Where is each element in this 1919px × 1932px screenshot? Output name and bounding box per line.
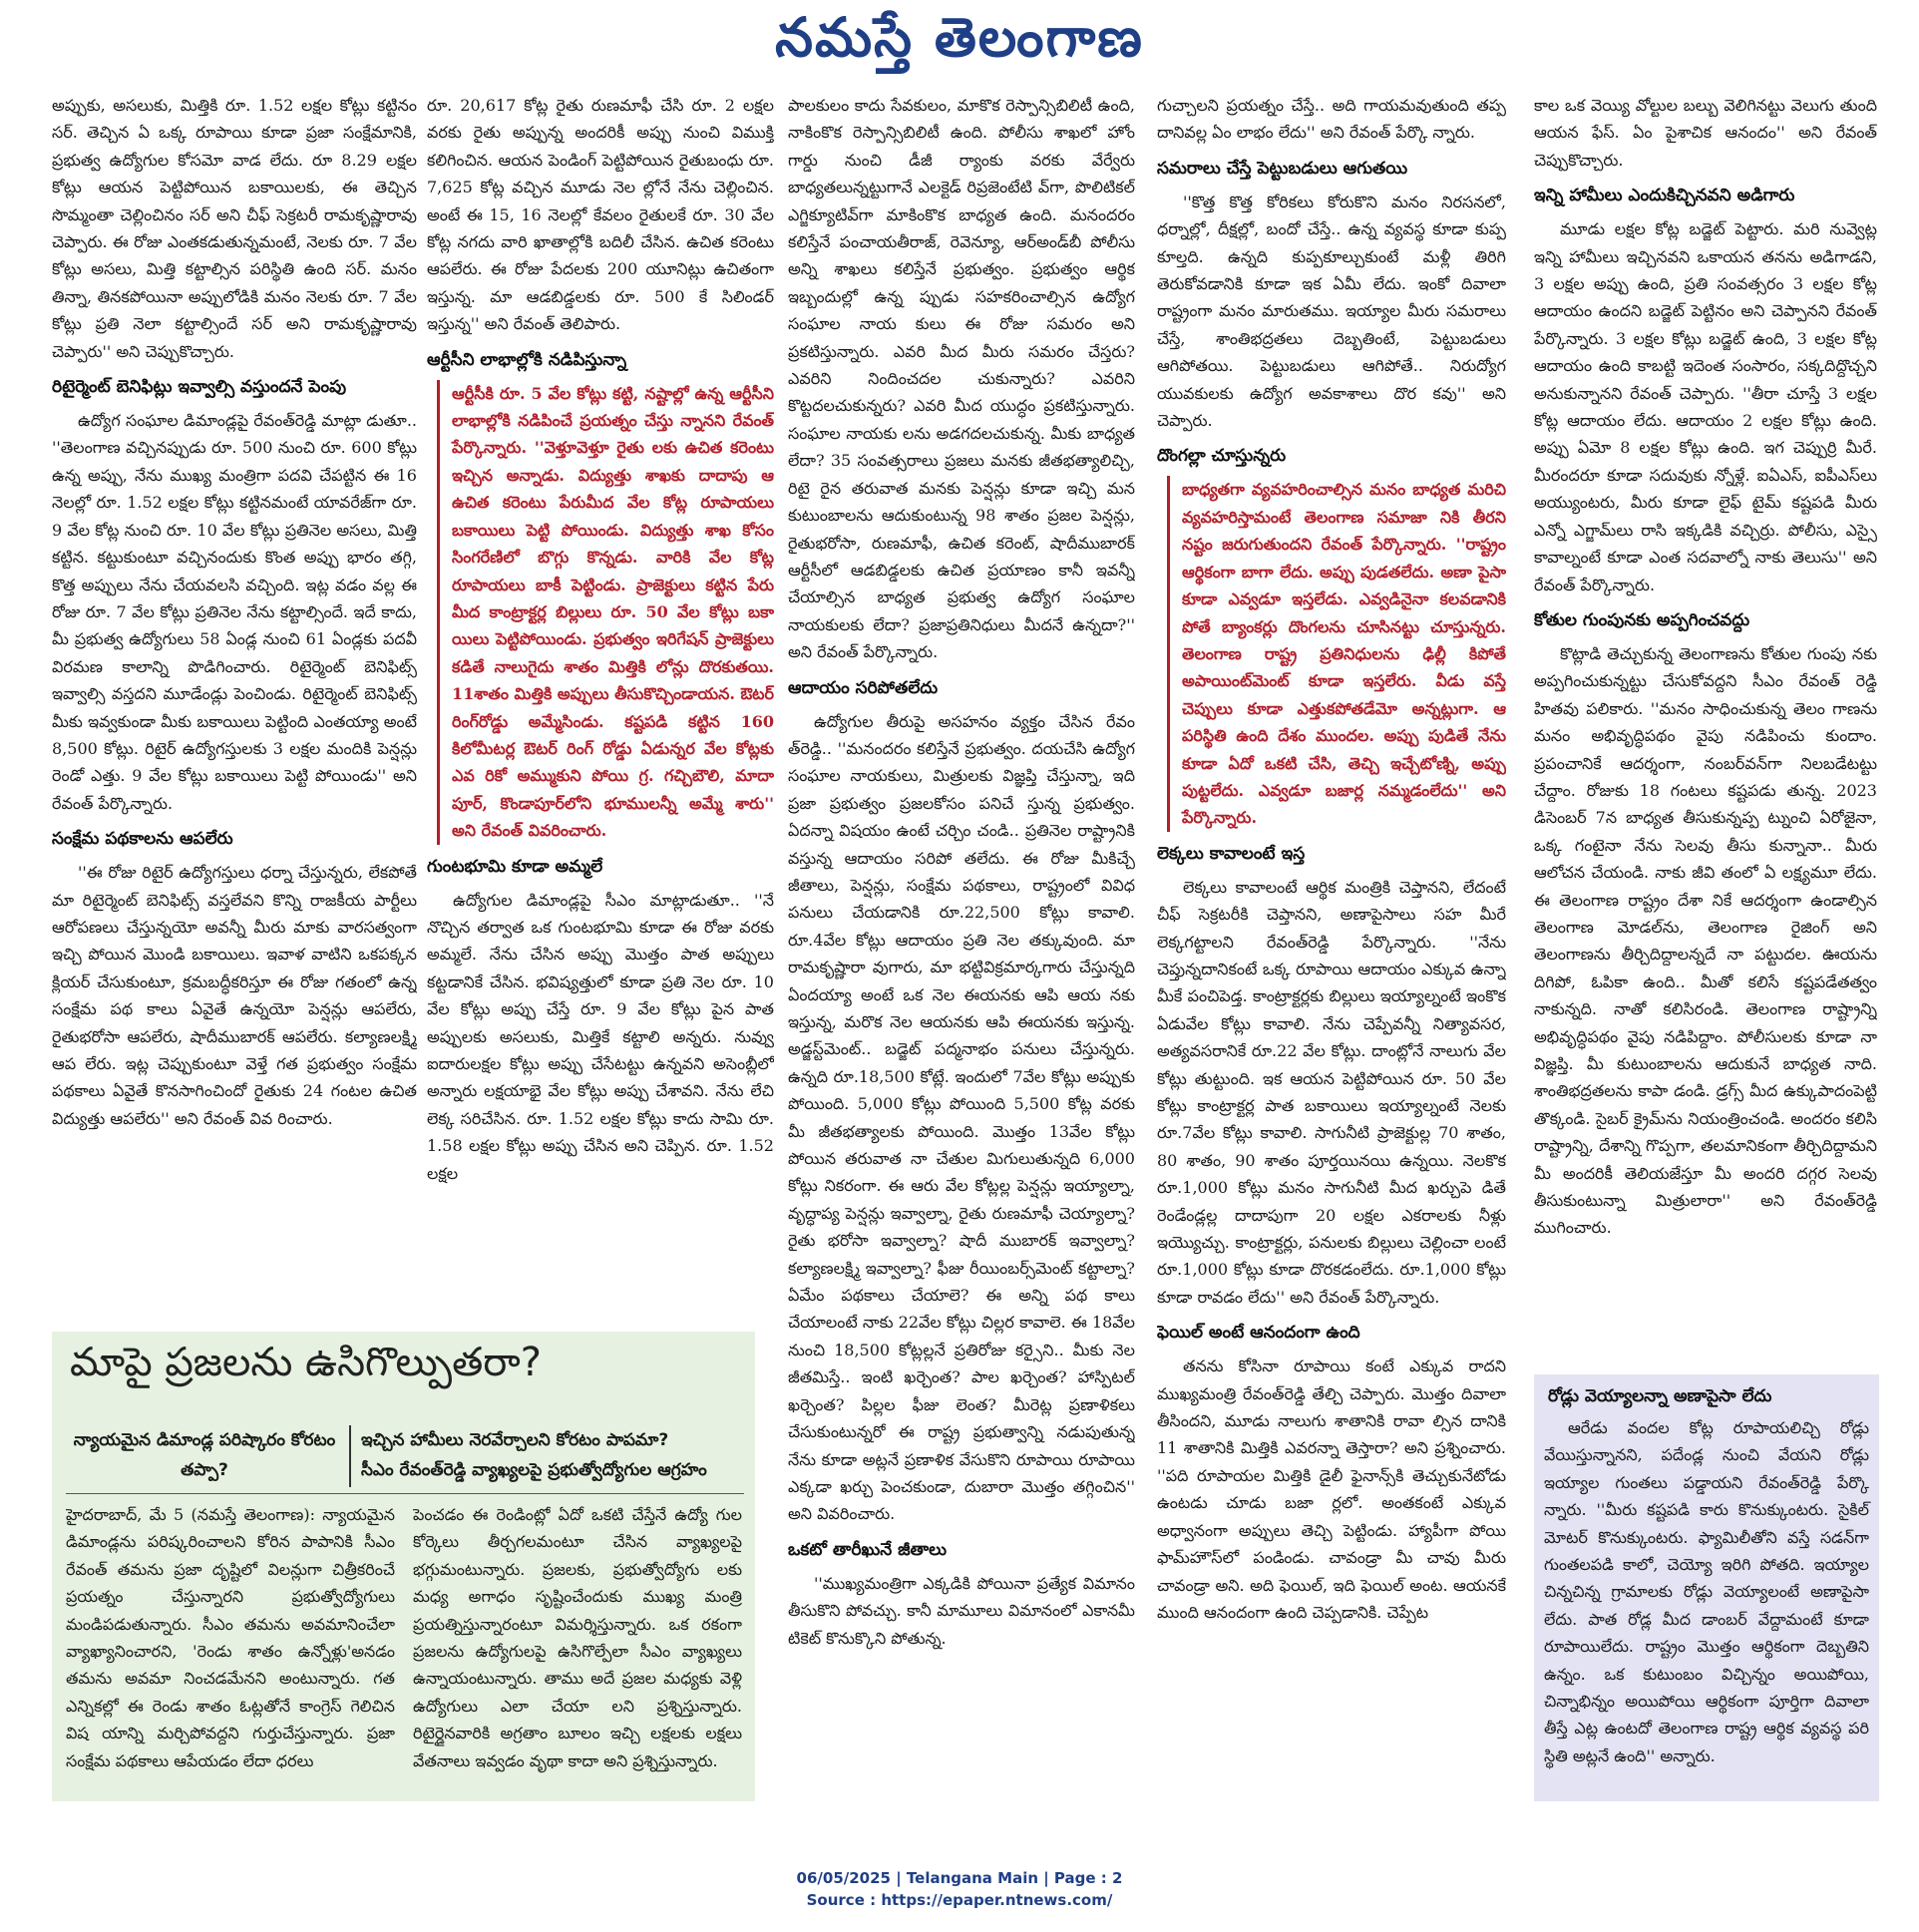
highlight-quote-box [437,380,774,845]
divider [349,1425,351,1487]
paragraph: ''కొత్త కొత్త కోరికలు కోరుకొని మనం నిరసనలో, ధర్నాల్లో, దీక్షల్లో, బందో చేస్తే.. ఉన్న వ్యవస్థ కూడా కుప్ప కూల్తది. ఉన్నది కుప్పకూల్చుకుంటే మళ్లీ తిరిగి తెరుకోవడానికి కూడా ఇక ఏమీ లేదు. ఇంకో దివాలా రాష్ట్రంగా మనం మారుతము. ఇయ్యాల మీరు సమరాలు చేస్తే, శాంతిభద్రతలు దెబ్బతింటే, పెట్టుబడులు ఆగిపోతయి. పెట్టుబడులు ఆగిపోతే.. నిరుద్యోగ యువకులకు ఉద్యోగ అవకాశాలు దొర కవు'' అని చెప్పారు. [1157,192,1506,431]
sidebar-story-box [1534,1374,1879,1801]
article-column-5 [1534,92,1877,1360]
featured-subheading-right-line1: ఇచ్చిన హామీలు నెరవేర్చాలని కోరటం పాపమా? [361,1430,669,1450]
subheading: ఆదాయం సరిపోతలేదు [788,677,939,698]
highlight-quote: బాధ్యతగా వ్యవహరించాల్సిన మనం బాధ్యత మరిచి వ్యవహరిస్తామంటే తెలంగాణ సమాజా నికి తీరని నష్టం జరుగుతుందని రేవంత్ పేర్కొన్నారు. ''రాష్ట్రం ఆర్థికంగా బాగా లేదు. అప్పు పుడతలేదు. అణా పైసా కూడా ఎవ్వడూ ఇస్తలేడు. ఎవ్వడినైనా కలవడానికి పోతే బ్యాంకర్లు దొంగలను చూసినట్టు చూస్తున్నరు. తెలంగాణ రాష్ట్ర ప్రతినిధులను ఢిల్లీ కిపోతే అపాయింట్‌మెంట్ కూడా ఇస్తలేరు. వీడు వస్తే చెప్పులు కూడా ఎత్తుకపోతడేమో అన్నట్లుగా. ఆ పరిస్థితి ఉంది దేశం ముందల. అప్పు పుడితే నేను కూడా ఏదో ఒకటి చేసి, తెచ్చి ఇచ్చేటోణ్ని, అప్పు పుట్టలేదు. ఎవ్వడూ బజార్ల నమ్మడంలేదు'' అని పేర్కొన్నారు. [1182,480,1506,828]
featured-subheading-right-line2: సీఎం రేవంత్‌రెడ్డి వ్యాఖ్యలపై ప్రభుత్వోద్యోగుల ఆగ్రహం [361,1460,707,1480]
subheading: ఒకటో తారీఖునే జీతాలు [788,1539,948,1560]
subheading: ఇన్ని హామీలు ఎందుకిచ్చినవని అడిగారు [1534,186,1795,206]
paragraph: కాల ఒక వెయ్యి వోల్టుల బల్బు వెలిగినట్టు వెలుగు తుంది ఆయన ఫేస్. ఏం పైశాచిక ఆనందం'' అని రేవంత్ చెప్పుకొచ్చారు. [1534,96,1877,170]
article-column-2 [427,92,774,1309]
divider [66,1493,744,1494]
sidebar-story-heading: రోడ్లు వెయ్యాలన్నా అణాపైసా లేదు [1548,1386,1772,1406]
subheading: సమరాలు చేస్తే పెట్టుబడులు ఆగుతయి [1157,158,1408,179]
subheading: రిటైర్మెంట్ బెనిఫిట్లు ఇవ్వాల్సి వస్తుందనే పెంపు [52,377,347,398]
paragraph: పాలకులం కాదు సేవకులం, మాకొక రెస్పాన్సిబిలిటీ ఉంది, నాకింకొక రెస్పాన్సిబిలిటీ ఉంది. పోలీసు శాఖలో హోం గార్డు నుంచి డీజీ ర్యాంకు వరకు వేర్వేరు బాధ్యతలున్నట్టుగానే ఎలక్టెడ్ రిప్రజెంటేటి వ్‌గా, పొలిటికల్ ఎగ్జిక్యూటివ్‌గా మాకింకొక బాధ్యత ఉంది. మనందరం కలిస్తేనే పంచాయతీరాజ్, రెవెన్యూ, ఆర్అండ్‌బీ పోలీసు అన్ని శాఖలు కలిస్తేనే ప్రభుత్వం. ప్రభుత్వం ఆర్థిక ఇబ్బందుల్లో ఉన్న ప్పుడు సహకరించాల్సిన ఉద్యోగ సంఘాల నాయ కులు ఈ రోజు సమరం అని ప్రకటిస్తున్నారు. ఎవరి మీద మీరు సమరం చేస్తరు? ఎవరిని నిందించదల చుకున్నారు? ఎవరిని కొట్టదలచుకున్నరు? ఎవరి మీద యుద్ధం ప్రకటిస్తున్నారు. సంఘాల నాయకు లను అడగదలచుకున్న. మీకు బాధ్యత లేదా? 35 సంవత్సరాలు ప్రజలు మనకు జీతభత్యాలిచ్చి, రిటై రైన తరువాత మనకు పెన్షన్లు కూడా ఇచ్చి మన కుటుంబాలను ఆదుకుంటున్న 98 శాతం ప్రజల పెన్షన్లు, రైతుభరోసా, రుణమాఫీ, ఉచిత కరెంట్, షాదీముబారక్ ఆర్టీసీలో ఆడబిడ్డలకు ఉచిత ప్రయాణం కానీ ఇవన్నీ చేయాల్సిన బాధ్యత ప్రభుత్వ ఉద్యోగ సంఘాల నాయకులకు లేదా? ప్రజాప్రతినిధులు మీదనే ఉన్నదా?'' అని రేవంత్ పేర్కొన్నారు. [788,96,1135,662]
paragraph: ఉద్యోగ సంఘాల డిమాండ్లపై రేవంత్‌రెడ్డి మాట్లా డుతూ.. ''తెలంగాణ వచ్చినప్పుడు రూ. 500 నుంచి రూ. 600 కోట్లు ఉన్న అప్పు, నేను ముఖ్య మంత్రిగా పదవి చేపట్టిన ఈ 16 నెలల్లో రూ. 1.52 లక్షల కోట్లు కట్టినమంటే యావరేజ్‌గా రూ. 9 వేల కోట్ల నుంచి రూ. 10 వేల కోట్లు ప్రతినెల అసలు, మిత్తి కట్టిన. కట్టుకుంటూ వచ్చినందుకు కొంత అప్పు భారం తగ్గి, కొత్త అప్పులు నేను చేయవలసి వచ్చింది. ఇట్ల వడం వల్ల ఈ రోజు రూ. 7 వేల కోట్లు ప్రతినెల నేను కట్టాల్సిందే. ఇదే కాదు, మీ ప్రభుత్వ ఉద్యోగులు 58 ఏండ్ల నుంచి 61 ఏండ్లకు పదవీ విరమణ కాలాన్ని పొడిగించారు. రిటైర్మెంట్ బెనిఫిట్స్ ఇవ్వాల్సి వస్తదని మూడేండ్లు పెంచిండు. రిటైర్మెంట్ బెనిఫిట్స్ మీకు ఇవ్వకుండా మీకు బకాయిలు పెట్టింది ఎంతయ్యా అంటే 8,500 కోట్లు. రిటైర్ ఉద్యోగస్తులకు 3 లక్షల మందికి పెన్షన్లు రెండో ఎత్తు. 9 వేల కోట్లు బకాయిలు పెట్టి పోయిండు'' అని రేవంత్ పేర్కొన్నారు. [52,411,417,813]
article-column-4 [1157,92,1506,1897]
subheading: దొంగల్లా చూస్తున్నరు [1157,446,1287,467]
highlight-quote-box [1167,476,1506,831]
featured-column-right [413,1501,742,1794]
featured-headline: మాపై ప్రజలను ఉసిగొల్పుతరా? [70,1340,542,1385]
subheading: గుంటభూమి కూడా అమ్మలే [427,856,603,877]
footer-source-link[interactable]: Source : https://epaper.ntnews.com/ [806,1891,1113,1909]
footer-date-edition: 06/05/2025 | Telangana Main | Page : 2 [796,1869,1123,1887]
paragraph: అప్పుకు, అసలుకు, మిత్తికి రూ. 1.52 లక్షల కోట్లు కట్టినం సర్. తెచ్చిన ఏ ఒక్క రూపాయి కూడా ప్రజా సంక్షేమానికి, ప్రభుత్వ ఉద్యోగుల కోసమో వాడ లేదు. రూ 8.29 లక్షల కోట్లు ఆయన పెట్టిపోయిన బకాయిలకు, ఈ తెచ్చిన సొమ్మంతా చెల్లించినం సర్ అని చీఫ్ సెక్రటరీ రామకృష్ణారావు చెప్పారు. ఈ రోజు ఎంతకడుతున్నమంటే, నెలకు రూ. 7 వేల కోట్లు అసలు, మిత్తి కట్టాల్సిన పరిస్థితి ఉంది సర్. మనం తిన్నా, తినకపోయినా అప్పులోడికి మనం నెలకు రూ. 7 వేల కోట్లు ప్రతి నెలా కట్టాల్సిందే సర్ అని రామకృష్ణారావు చెప్పారు'' అని చెప్పుకొచ్చారు. [52,96,417,361]
paragraph: గుచ్చాలని ప్రయత్నం చేస్తే.. అది గాయమవుతుంది తప్ప దానివల్ల ఏం లాభం లేదు'' అని రేవంత్ పేర్కొ న్నారు. [1157,96,1506,143]
paragraph: ''ముఖ్యమంత్రిగా ఎక్కడికి పోయినా ప్రత్యేక విమానం తీసుకొని పోవచ్చు. కానీ మామూలు విమానంలో ఎకానమీ టికెట్ కొనుక్కొని పోతున్న. [788,1573,1135,1648]
paragraph: పెంచడం ఈ రెండింట్లో ఏదో ఒకటి చేస్తేనే ఉద్యో గుల కోర్కెలు తీర్చగలమంటూ చేసిన వ్యాఖ్యలపై భగ్గుమంటున్నారు. ప్రజలకు, ప్రభుత్వోద్యోగు లకు మధ్య అగాధం సృష్టించేందుకు ముఖ్య మంత్రి ప్రయత్నిస్తున్నారంటూ విమర్శిస్తున్నారు. ఒక రకంగా ప్రజలను ఉద్యోగులపై ఉసిగొల్పేలా సీఎం వ్యాఖ్యలు ఉన్నాయంటున్నారు. తాము అదే ప్రజల మధ్యకు వెళ్లి ఉద్యోగులు ఎలా చేయా లని ప్రశ్నిస్తున్నారు. రిటైర్డైనవారికి అగ్రతాం బూలం ఇచ్చి లక్షలకు లక్షలు వేతనాలు ఇవ్వడం వృథా కాదా అని ప్రశ్నిస్తున్నారు. [413,1505,742,1770]
highlight-quote: ఆర్టీసీకి రూ. 5 వేల కోట్లు కట్టి, నష్టాల్లో ఉన్న ఆర్టీసీని లాభాల్లోకి నడిపించే ప్రయత్నం చేస్తు న్నానని రేవంత్ పేర్కొన్నారు. ''వెళ్తూవెళ్తూ రైతు లకు ఉచిత కరెంటు ఇచ్చిన అన్నాడు. విద్యుత్తు శాఖకు దాదాపు ఆ ఉచిత కరెంటు పేరుమీద వేల కోట్ల రూపాయలు బకాయిలు పెట్టి పోయిండు. విద్యుత్తు శాఖ కోసం సింగరేణిలో బొగ్గు కొన్నడు. వారికి వేల కోట్ల రూపాయలు బాకీ పెట్టిండు. ప్రాజెక్టులు కట్టిన పేరు మీద కాంట్రాక్టర్ల బిల్లులు రూ. 50 వేల కోట్లు బకా యిలు పెట్టిపోయిండు. ప్రభుత్వం ఇరిగేషన్ ప్రాజెక్టులు కడితే నాలుగైదు శాతం మిత్తికి లోన్లు దొరకుతయి. 11శాతం మిత్తికి అప్పులు తీసుకొచ్చిండాయన. ఔటర్ రింగ్‌రోడ్డు అమ్మేసిండు. కష్టపడి కట్టిన 160 కిలోమీటర్ల ఔటర్ రింగ్ రోడ్డు ఏడున్నర వేల కోట్లకు ఎవ రికో అమ్ముకుని పోయి గ్ర. గచ్చిబౌలి, మాదా పూర్, కొండాపూర్‌లోని భూములన్నీ అమ్మే శారు'' అని రేవంత్ వివరించారు. [452,383,774,841]
article-column-1 [52,92,417,1309]
featured-subheading-right [361,1425,750,1485]
masthead [0,0,1919,88]
subheading: సంక్షేమ పథకాలను ఆపలేరు [52,829,233,850]
subheading: కోతుల గుంపునకు అప్పగించవద్దు [1534,609,1750,630]
paragraph: ''ఈ రోజు రిటైర్ ఉద్యోగస్తులు ధర్నా చేస్తున్నరు, లేకపోతే మా రిటైర్మెంట్ బెనిఫిట్స్ వస్తలేవని కొన్ని రాజకీయ పార్టీలు ఆరోపణలు చేస్తున్నయో అవన్నీ మీరు మాకు వారసత్వంగా ఇచ్చి పోయిన మొండి బకాయిలు. ఇవాళ వాటిని ఒకపక్కన క్లియర్ చేసుకుంటూ, క్రమబద్ధీకరిస్తూ ఈ రోజు గతంలో ఉన్న సంక్షేమ పథ కాలు ఏవైతే ఉన్నయో పెన్షన్లు ఆపలేరు, రైతుభరోసా ఆపలేరు, షాదీముబారక్ ఆపలేరు. కల్యాణలక్ష్మి ఆప లేరు. ఇట్ల చెప్పుకుంటూ వెళ్తే గత ప్రభుత్వం సంక్షేమ పథకాలు ఏవైతే కొనసాగించిందో రైతుకు 24 గంటల ఉచిత విద్యుత్తు ఆపలేరు'' అని రేవంత్ వివ రించారు. [52,863,417,1128]
featured-column-left [66,1501,395,1794]
featured-subheading-left: న్యాయమైన డిమాండ్ల పరిష్కారం కోరటం తప్పా? [73,1430,336,1480]
subheading: ఆర్టీసీని లాభాల్లోకి నడిపిస్తున్నా [427,349,627,370]
paragraph: ఉద్యోగుల తీరుపై అసహనం వ్యక్తం చేసిన రేవం త్‌రెడ్డి.. ''మనందరం కలిస్తేనే ప్రభుత్వం. దయచేసి ఉద్యోగ సంఘాల నాయకులు, మిత్రులకు విజ్ఞప్తి చేస్తున్నా, ఇది ప్రజా ప్రభుత్వం ప్రజలకోసం పనిచే స్తున్న ప్రభుత్వం. ఏదన్నా విషయం ఉంటే చర్చిం చండి.. ప్రతినెల రాష్ట్రానికి వస్తున్న ఆదాయం సరిపో తలేదు. ఈ రోజు మీకిచ్చే జీతాలు, పెన్షన్లు, సంక్షేమ పథకాలు, రాష్ట్రంలో వివిధ పనులు చేయడానికి రూ.22,500 కోట్లు కావాలి. రూ.4వేల కోట్లు ఆదాయం ప్రతి నెల తక్కువుంది. మా రామకృష్ణారా వుగారు, మా భట్టివిక్రమార్కగారు చేస్తున్నది ఏందయ్యా అంటే ఒక నెల ఈయనకు ఆపి ఆయ నకు ఇస్తున్న, మరొక నెల ఆయనకు ఆపి ఈయనకు ఇస్తున్న. అడ్జస్ట్‌మెంట్.. బడ్జెట్ పద్మనాభం పనులు చేస్తున్నరు. ఉన్నది రూ.18,500 కోట్లే. ఇందులో 7వేల కోట్లు అప్పుకు పోయింది. 5,000 కోట్లు పోయింది 5,500 కోట్ల వరకు మీ జీతభత్యాలకు పోయింది. మొత్తం 13వేల కోట్లు పోయిన తరువాత నా చేతుల మిగులుతున్నది 6,000 కోట్లు నికరంగా. ఈ ఆరు వేల కోట్లల్ల పెన్షన్లు ఇయ్యాల్నా, వృద్ధాప్య పెన్షన్లు ఇవ్వాల్నా, రైతు రుణమాఫీ చెయ్యాల్నా? రైతు భరోసా ఇవ్వాల్నా? షాదీ ముబారక్ ఇవ్వాల్నా? కల్యాణలక్ష్మి ఇవ్వాల్నా? ఫీజు రీయింబర్స్‌మెంట్ కట్టాల్నా? ఏమేం పథకాలు చేయాలె? ఈ అన్ని పథ కాలు చేయాలంటే నాకు 22వేల కోట్లు చిల్లర కావాలె. ఈ 18వేల నుంచి 18,500 కోట్లల్లనే ప్రతిరోజు కర్సైని.. మీకు నెల జీతమిస్తే.. ఇంటి ఖర్చెంత? పాల ఖర్చెంత? హాస్పిటల్ ఖర్చెంత? పిల్లల ఫీజు లెంత? మీరెట్ల ప్రణాళికలు చేసుకుంటున్నరో ఈ రాష్ట్ర ప్రభుత్వాన్ని నడుపుతున్న నేను కూడా అట్లనే ప్రణాళిక వేసుకొని రూపాయి రూపాయి ఎక్కడా ఖర్చు పెంచకుండా, దుబారా మొత్తం తగ్గించిన'' అని వివరించారు. [788,711,1135,1524]
paragraph: తనను కోసినా రూపాయి కంటే ఎక్కువ రాదని ముఖ్యమంత్రి రేవంత్‌రెడ్డి తేల్చి చెప్పారు. మొత్తం దివాలా తీసిందని, మూడు నాలుగు శాతానికి రావా ల్సిన దానికి 11 శాతానికి మిత్తికి ఎవరన్నా తెస్తారా? అని ప్రశ్నించారు. ''పది రూపాయల మిత్తికి డైలీ ఫైనాన్స్‌కి తెచ్చుకునేటోడు ఉంటడు చూడు బజా ర్లలో. అంతకంటే ఎక్కువ అధ్వానంగా అప్పులు తెచ్చి పెట్టిండు. హ్యాపీగా పోయి ఫామ్‌హౌస్‌లో పండిండు. చావండ్రా మీ చావు మీరు చావండ్రా అని. అది ఫెయిల్, ఇది ఫెయిల్ అంట. ఆయనకే ముంది ఆనందంగా ఉంది చెప్పడానికి. చెప్పేట [1157,1356,1506,1622]
featured-story-box [52,1332,755,1801]
paragraph: లెక్కలు కావాలంటే ఆర్థిక మంత్రికి చెప్తానని, లేదంటే చీఫ్ సెక్రటరీకి చెప్తానని, అణాపైసాలు సహ మీరే లెక్కగట్టాలని రేవంత్‌రెడ్డి పేర్కొన్నారు. ''నేను చెప్తున్నదానికంటే ఒక్క రూపాయి ఆదాయం ఎక్కువ ఉన్నా మీకే పంచిపెడ్త. కాంట్రాక్టర్లకు బిల్లులు ఇయ్యాల్నంటే ఇంకొక ఏడువేల కోట్లు కావాలి. నేను చెప్పేవన్నీ నిత్యావసర, అత్యవసరానికే రూ.22 వేల కోట్లు. దాంట్లోనే నాలుగు వేల కోట్లు తుట్టుంది. ఇక ఆయన పెట్టిపోయిన రూ. 50 వేల కోట్లు కాంట్రాక్టర్ల పాత బకాయిలు ఇయ్యాల్నంటే నెలకు రూ.7వేల కోట్లు కావాలి. సాగునీటి ప్రాజెక్టుల్ల 70 శాతం, 80 శాతం, 90 శాతం పూర్తయినయి ఉన్నయి. నెలకొక రూ.1,000 కోట్లు మనం సాగునీటి మీద ఖర్చుపె డితే రెండేండ్లల్ల దాదాపుగా 20 లక్షల ఎకరాలకు నీళ్లు ఇయ్యొచ్చు. కాంట్రాక్టర్లు, పనులకు బిల్లులు చెల్లించా లంటే రూ.1,000 కోట్లు కూడా దొరకడంలేదు. రూ.1,000 కోట్లు కూడా రావడం లేదు'' అని రేవంత్ పేర్కొన్నారు. [1157,877,1506,1307]
article-column-3 [788,92,1135,1897]
paragraph: ఉద్యోగుల డిమాండ్లపై సీఎం మాట్లాడుతూ.. ''నే నొచ్చిన తర్వాత ఒక గుంటభూమి కూడా ఈ రోజు వరకు అమ్మలే. నేను చేసిన అప్పు మొత్తం పాత అప్పులు కట్టడానికే చేసిన. భవిష్యత్తులో కూడా ప్రతి నెల రూ. 10 వేల కోట్లు అప్పు చేస్తే రూ. 9 వేల కోట్లు పైన పాత అప్పులకు అసలుకు, మిత్తికే కట్టాలి అన్నరు. నువ్వు ఐదారులక్షల కోట్లు అప్పు చేసేటట్టు ఉన్నవని అసెంబ్లీలో అన్నారు లక్షయాభై వేల కోట్లు అప్పు చేశావని. నేను లేచి లెక్క సరిచేసిన. రూ. 1.52 లక్షల కోట్లు కాదు సామి రూ. 1.58 లక్షల కోట్లు అప్పు చేసిన అని చెప్పిన. రూ. 1.52 లక్షల [427,890,774,1183]
paragraph: రూ. 20,617 కోట్ల రైతు రుణమాఫీ చేసి రూ. 2 లక్షల వరకు రైతు అప్పున్న అందరికీ అప్పు నుంచి విముక్తి కలిగించిన. ఆయన పెండింగ్ పెట్టిపోయిన రైతుబంధు రూ. 7,625 కోట్ల వచ్చిన మూడు నెల ల్లోనే నేను చెల్లించిన. అంటే ఈ 15, 16 నెలల్లో కేవలం రైతులకే రూ. 30 వేల కోట్ల నగదు వారి ఖాతాల్లోకి బదిలీ చేసిన. ఉచిత కరెంటు ఆపలేరు. ఈ రోజు పేదలకు 200 యూనిట్లు ఉచితంగా ఇస్తున్న. మా ఆడబిడ్డలకు రూ. 500 కే సిలిండర్ ఇస్తున్న'' అని రేవంత్ తెలిపారు. [427,96,774,334]
sidebar-story-text: ఆరేడు వందల కోట్ల రూపాయలిచ్చి రోడ్లు వేయిస్తున్నానని, పదేండ్ల నుంచి వేయని రోడ్లు ఇయ్యాల గుంతలు పడ్డాయని రేవంత్‌రెడ్డి పేర్కొ న్నారు. ''మీరు కష్టపడి కారు కొనుక్కుంటరు. సైకిల్ మోటర్ కొనుక్కుంటరు. ఫ్యామిలీతోని వస్తే సడన్‌గా గుంతలపడి కాలో, చెయ్యో ఇరిగి పోతది. ఇయ్యాల చిన్నచిన్న గ్రామాలకు రోడ్లు వెయ్యాలంటే అణాపైసా లేదు. పాత రోడ్ల మీద డాంబర్ వేద్దామంటే కూడా రూపాయిలేదు. రాష్ట్రం మొత్తం ఆర్థికంగా దెబ్బతిని ఉన్నం. ఒక కుటుంబం విచ్చిన్నం అయిపోయి, చిన్నాభిన్నం అయిపోయి ఆర్థికంగా పూర్తిగా దివాలా తీస్తే ఎట్ల ఉంటదో తెలంగాణ రాష్ట్ర ఆర్థిక వ్యవస్థ పరి స్థితి అట్లనే ఉంది'' అన్నారు. [1544,1418,1869,1765]
newspaper-logo: నమస్తే తెలంగాణ [775,6,1144,69]
paragraph: కొట్లాడి తెచ్చుకున్న తెలంగాణను కోతుల గుంపు నకు అప్పగించుకున్నట్టు చేసుకోవద్దని సీఎం రేవంత్ రెడ్డి హితవు పలికారు. ''మనం సాధించుకున్న తెలం గాణను మనం అభివృద్ధిపథం వైపు నడిపించు కుందాం. ప్రపంచానికే ఆదర్శంగా, నంబర్‌వన్‌గా నిలబడేటట్టు చేద్దాం. రోజుకు 18 గంటలు కష్టపడు తున్న. 2023 డిసెంబర్ 7న బాధ్యత తీసుకున్నప్ప ట్నుంచి ఏరోజైనా, ఒక్క గంటైనా నేను సెలవు తీసు కున్నానా.. మీరు ఆలోచన చేయండి. నాకు జీవి తంలో ఏ లక్ష్యమూ లేదు. ఈ తెలంగాణ రాష్ట్రం దేశా నికే ఆదర్శంగా ఉండాల్సిన తెలంగాణ మోడల్‌ను, తెలంగాణ రైజింగ్ అని తెలంగాణను తీర్చిదిద్దాలన్నదే నా పట్టుదల. ఊయను దిగిపో, ఓపికా ఉంది.. మీతో కలిసే కష్టపడేతత్వం నాకున్నది. నాతో కలిసిరండి. తెలంగాణ రాష్ట్రాన్ని అభివృద్ధిపథం వైపు నడిపిద్దాం. పోలీసులకు కూడా నా విజ్ఞప్తి. మీ కుటుంబాలను ఆదుకునే బాధ్యత నాది. శాంతిభద్రతలను కాపా డండి. డ్రగ్స్ మీద ఉక్కుపాదంపెట్టి తొక్కండి. సైబర్ క్రైమ్‌ను నియంత్రించండి. అందరం కలిసి రాష్ట్రాన్ని, దేశాన్ని గొప్పగా, తలమానికంగా తీర్చిదిద్దామని మీ అందరికీ తెలియజేస్తూ మీ అందరి దగ్గర సెలవు తీసుకుంటున్నా మిత్రులారా'' అని రేవంత్‌రెడ్డి ముగించారు. [1534,643,1877,1238]
paragraph: హైదరాబాద్, మే 5 (నమస్తే తెలంగాణ): న్యాయమైన డిమాండ్లను పరిష్కరించాలని కోరిన పాపానికి సీఎం రేవంత్ తమను ప్రజా దృష్టిలో విలన్లుగా చిత్రీకరించే ప్రయత్నం చేస్తున్నారని ప్రభుత్వోద్యోగులు మండిపడుతున్నారు. సీఎం తమను అవమానించేలా వ్యాఖ్యానించారని, 'రెండు శాతం ఉన్నోళ్లు'అనడం తమను అవమా నించడమేనని అంటున్నారు. గత ఎన్నికల్లో ఈ రెండు శాతం ఓట్లతోనే కాంగ్రెస్ గెలిచిన విష యాన్ని మర్చిపోవద్దని గుర్తుచేస్తున్నారు. ప్రజా సంక్షేమ పథకాలు ఆపేయడం లేదా ధరలు [66,1505,395,1770]
paragraph: మూడు లక్షల కోట్ల బడ్జెట్ పెట్టారు. మరి నువ్వెట్ల ఇన్ని హామీలు ఇచ్చినవని ఒకాయన తనను అడిగాడని, 3 లక్షల అప్పు ఉంది, ప్రతి సంవత్సరం 3 లక్షల కోట్ల ఆదాయం ఉందని బడ్జెట్ పెట్టినం అని చెప్పానని రేవంత్ పేర్కొన్నారు. 3 లక్షల కోట్లు బడ్జెట్ ఉంది, 3 లక్షల కోట్ల ఆదాయం ఉంది కాబట్టి ఇదెంత సంసారం, సక్కదిద్దొచ్చని అనుకున్నానని రేవంత్ చెప్పారు. ''తీరా చూస్తే 3 లక్షల కోట్ల ఆదాయం లేదు. ఆదాయం 2 లక్షల కోట్లు ఉంది. అప్పు ఏమో 8 లక్షల కోట్లు ఉంది. ఇగ చెప్పుర్రి మీరే. మీరందరూ కూడా సదువుకు న్నోళ్లే. ఐఏఎస్, ఐపీఎస్‌లు అయ్యుంటరు, మీరు కూడా లైఫ్ టైమ్ కష్టపడి మీరు ఎన్నో ఎగ్జామ్‌లు రాసి ఇక్కడికి వచ్చిర్రు. పోలీసు, ఎస్సై కావాల్నంటే కూడా ఎంత సదవాల్నో నాకు తెలుసు'' అని రేవంత్ పేర్కొన్నారు. [1534,219,1877,594]
page-footer [0,1867,1919,1911]
subheading: ఫెయిల్ అంటే ఆనందంగా ఉంది [1157,1323,1360,1344]
subheading: లెక్కలు కావాలంటే ఇస్త [1157,843,1306,864]
